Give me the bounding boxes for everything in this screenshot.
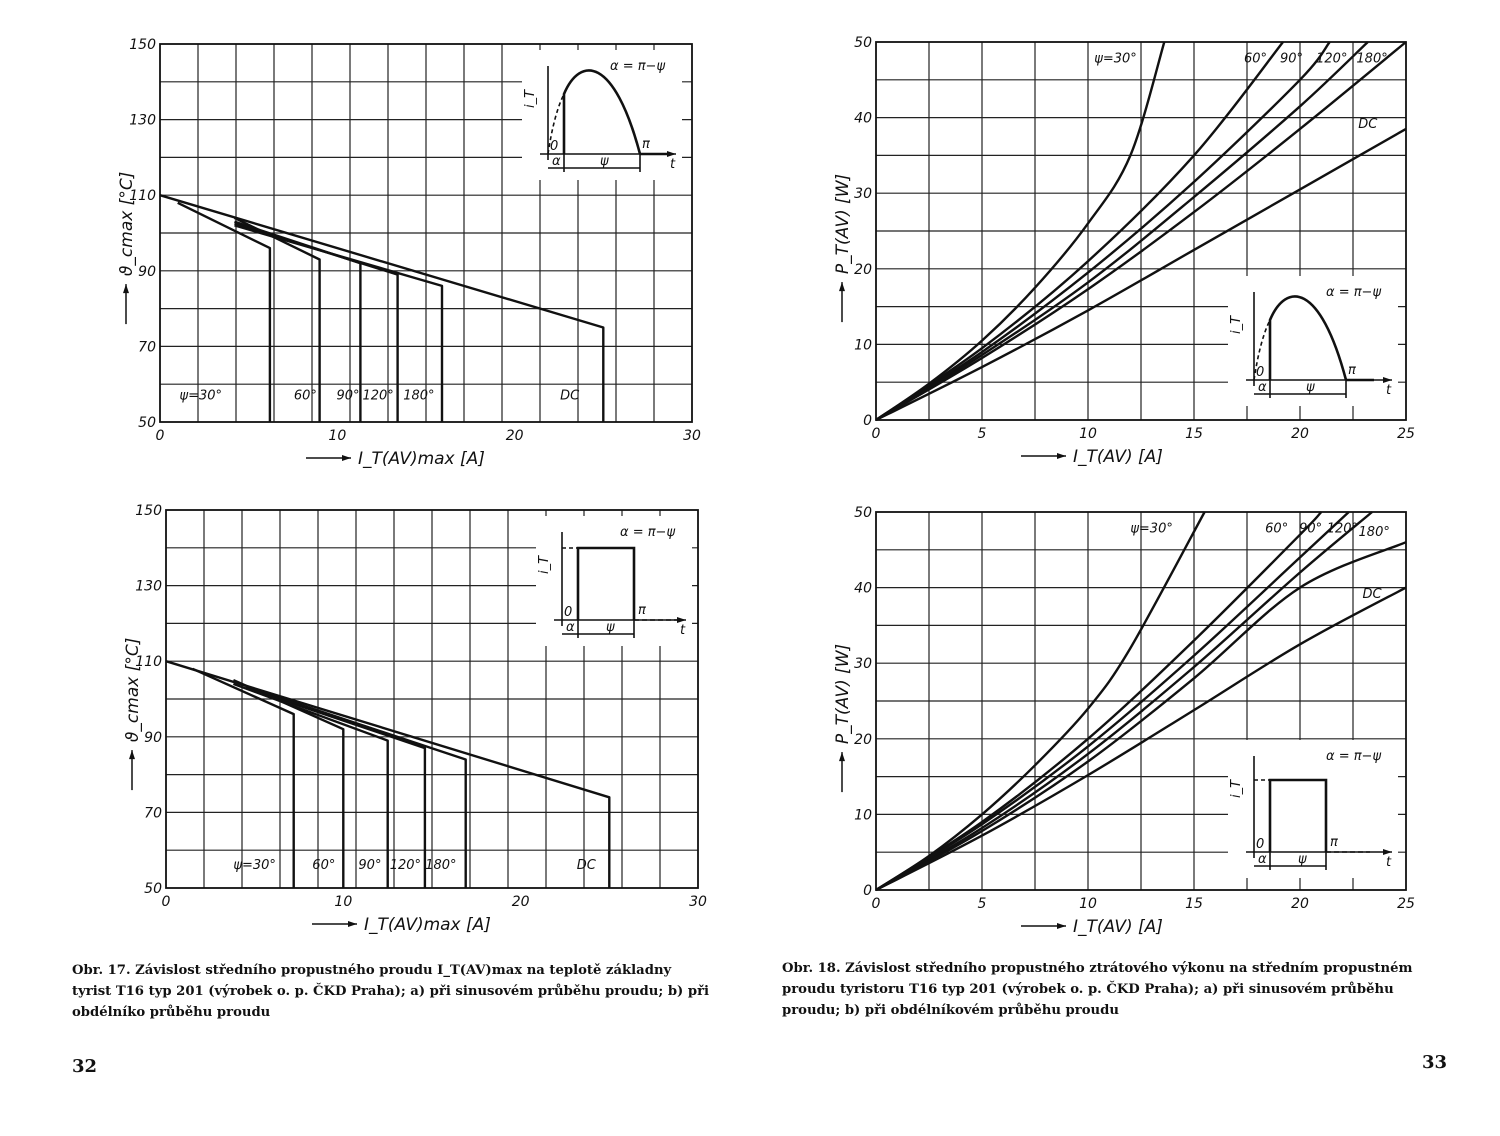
x-tick-label: 30 <box>689 894 707 910</box>
chart-svg-fig18a <box>830 28 1450 488</box>
inset-psi: ψ <box>1306 380 1315 395</box>
y-tick-label: 40 <box>854 580 872 597</box>
inset-current-label: i_T <box>1229 779 1244 798</box>
inset-fig18b <box>1228 740 1398 878</box>
series-label: 180° <box>403 388 435 404</box>
inset-zero: 0 <box>550 139 559 154</box>
right-page <box>750 0 1500 1136</box>
y-axis-title-fig18b <box>833 644 853 792</box>
caption-fig18-text: Obr. 18. Závislost středního propustného ztrátového výkonu na středním propustném proudu tyristoru T16 typ 201 (výrobek o. p. ČKD Praha); a) při sinusovém průběhu proudu; b) při obdélníkovém průběhu proudu <box>782 961 1413 1018</box>
x-axis-arrowhead <box>348 921 357 927</box>
series-label: 90° <box>336 388 360 404</box>
y-tick-label: 150 <box>129 37 156 53</box>
inset-alpha: α <box>566 620 575 635</box>
inset-current-label: i_T <box>523 89 538 108</box>
y-axis-title-text: ϑ_cmax [°C] <box>117 171 137 277</box>
inset-alpha: α <box>1258 852 1267 867</box>
series-label: ψ=30° <box>233 858 276 874</box>
x-tick-label: 15 <box>1185 426 1203 442</box>
x-tick-label: 20 <box>1291 896 1309 912</box>
x-axis-arrowhead <box>1057 923 1066 929</box>
series-label: 120° <box>389 858 422 874</box>
inset-alpha: α <box>552 154 561 169</box>
y-axis-arrowhead <box>123 284 129 293</box>
inset-pi: π <box>1330 835 1338 850</box>
series-label: 90° <box>1279 51 1304 67</box>
y-tick-label: 150 <box>135 503 162 519</box>
series-label: 120° <box>362 388 394 404</box>
x-tick-label: 25 <box>1397 426 1415 442</box>
series-label: 60° <box>1265 521 1289 537</box>
inset-formula: α = π−ψ <box>1326 285 1382 300</box>
inset-pi: π <box>642 137 650 152</box>
inset-zero: 0 <box>1256 837 1265 852</box>
series-label: DC <box>560 388 580 404</box>
y-tick-label: 70 <box>138 339 156 356</box>
x-axis-title-fig17b <box>312 915 491 935</box>
inset-fig17b <box>536 516 692 646</box>
chart-fig18a <box>830 28 1450 488</box>
y-tick-label: 90 <box>144 729 162 746</box>
x-axis-title-text: I_T(AV)max [A] <box>358 449 485 469</box>
x-axis-arrowhead <box>342 455 351 461</box>
inset-fig17a <box>522 50 682 180</box>
x-tick-label: 10 <box>334 894 353 910</box>
page-number-right: 33 <box>1422 1052 1448 1073</box>
caption-fig18 <box>782 958 1448 1021</box>
chart-svg-fig17a <box>100 30 720 475</box>
y-tick-label: 50 <box>144 881 162 897</box>
y-tick-label: 40 <box>854 110 872 127</box>
x-axis-arrowhead <box>1057 453 1066 459</box>
series-label: 180° <box>1358 525 1390 541</box>
x-axis-title-text: I_T(AV)max [A] <box>364 915 491 935</box>
x-tick-label: 20 <box>505 428 524 444</box>
x-axis-title-fig17a <box>306 449 485 469</box>
inset-formula: α = π−ψ <box>1326 749 1382 764</box>
chart-fig18b <box>830 498 1450 948</box>
x-tick-label: 10 <box>1079 896 1097 912</box>
x-tick-label: 15 <box>1185 896 1203 912</box>
series-label: DC <box>1358 117 1378 133</box>
inset-alpha: α <box>1258 380 1267 395</box>
y-axis-arrowhead <box>839 752 845 761</box>
inset-time: t <box>1386 855 1392 870</box>
y-tick-label: 110 <box>135 654 162 671</box>
x-tick-label: 0 <box>155 428 165 444</box>
x-tick-label: 20 <box>511 894 530 910</box>
chart-svg-fig18b <box>830 498 1450 948</box>
inset-time: t <box>670 157 676 172</box>
series-label: 90° <box>358 858 382 874</box>
y-axis-title-fig17a <box>117 172 137 324</box>
y-tick-label: 30 <box>854 186 872 203</box>
inset-current-label: i_T <box>537 555 552 574</box>
x-tick-label: 20 <box>1291 426 1309 442</box>
series-label: DC <box>576 858 596 874</box>
y-tick-label: 30 <box>854 656 872 673</box>
y-axis-title-text: P_T(AV) [W] <box>833 643 853 745</box>
inset-fig18a <box>1228 276 1398 406</box>
y-axis-title-text: P_T(AV) [W] <box>833 173 853 275</box>
series-label: 60° <box>312 858 336 874</box>
x-tick-label: 25 <box>1397 896 1415 912</box>
y-tick-label: 20 <box>854 731 872 748</box>
y-tick-label: 0 <box>863 413 872 429</box>
series-label: 120° <box>1316 51 1348 67</box>
y-axis-arrowhead <box>129 750 135 759</box>
x-axis-title-fig18b <box>1021 917 1163 937</box>
x-tick-label: 10 <box>1079 426 1097 442</box>
x-tick-label: 10 <box>328 428 347 444</box>
series-label: ψ=30° <box>1130 521 1173 537</box>
chart-fig17b <box>100 496 720 946</box>
inset-pi: π <box>638 603 646 618</box>
inset-psi: ψ <box>606 620 615 635</box>
y-tick-label: 50 <box>854 35 872 51</box>
y-tick-label: 130 <box>129 112 156 129</box>
inset-pi: π <box>1348 363 1356 378</box>
chart-fig17a <box>100 30 720 475</box>
caption-fig17 <box>72 960 710 1023</box>
y-axis-title-text: ϑ_cmax [°C] <box>123 637 143 743</box>
y-tick-label: 10 <box>854 807 872 824</box>
inset-zero: 0 <box>564 605 573 620</box>
inset-time: t <box>1386 383 1392 398</box>
inset-formula: α = π−ψ <box>620 525 676 540</box>
series-label: 180° <box>1356 51 1388 67</box>
series-label: ψ=30° <box>1094 51 1137 67</box>
x-axis-title-text: I_T(AV) [A] <box>1073 447 1163 467</box>
y-tick-label: 50 <box>138 415 156 431</box>
x-axis-title-text: I_T(AV) [A] <box>1073 917 1163 937</box>
caption-fig17-text: Obr. 17. Závislost středního propustného proudu I_T(AV)max na teplotě základny tyrist T16 typ 201 (výrobek o. p. ČKD Praha); a) při sinusovém průběhu proudu; b) při obdélníko průběhu proudu <box>72 963 710 1020</box>
x-tick-label: 5 <box>977 896 987 912</box>
series-label: 60° <box>293 388 317 404</box>
y-axis-title-fig17b <box>123 638 143 790</box>
page-number-left: 32 <box>72 1056 98 1077</box>
series-label: 180° <box>425 858 457 874</box>
series-label: DC <box>1362 587 1382 603</box>
x-tick-label: 0 <box>161 894 171 910</box>
inset-time: t <box>680 623 686 638</box>
y-tick-label: 130 <box>135 578 162 595</box>
inset-psi: ψ <box>1298 852 1307 867</box>
x-tick-label: 5 <box>977 426 987 442</box>
inset-psi: ψ <box>600 154 609 169</box>
inset-zero: 0 <box>1256 365 1265 380</box>
x-tick-label: 0 <box>871 896 881 912</box>
y-tick-label: 0 <box>863 883 872 899</box>
x-tick-label: 30 <box>683 428 701 444</box>
y-tick-label: 70 <box>144 805 162 822</box>
y-tick-label: 110 <box>129 188 156 205</box>
y-tick-label: 20 <box>854 261 872 278</box>
y-tick-label: 10 <box>854 337 872 354</box>
inset-formula: α = π−ψ <box>610 59 666 74</box>
y-axis-title-fig18a <box>833 174 853 322</box>
y-tick-label: 50 <box>854 505 872 521</box>
series-label: 120° <box>1326 521 1359 537</box>
y-axis-arrowhead <box>839 282 845 291</box>
y-tick-label: 90 <box>138 263 156 280</box>
chart-svg-fig17b <box>100 496 720 946</box>
x-tick-label: 0 <box>871 426 881 442</box>
series-label: 90° <box>1299 521 1323 537</box>
inset-current-label: i_T <box>1229 315 1244 334</box>
series-label: ψ=30° <box>179 388 223 404</box>
series-label: 60° <box>1243 51 1268 67</box>
x-axis-title-fig18a <box>1021 447 1163 467</box>
